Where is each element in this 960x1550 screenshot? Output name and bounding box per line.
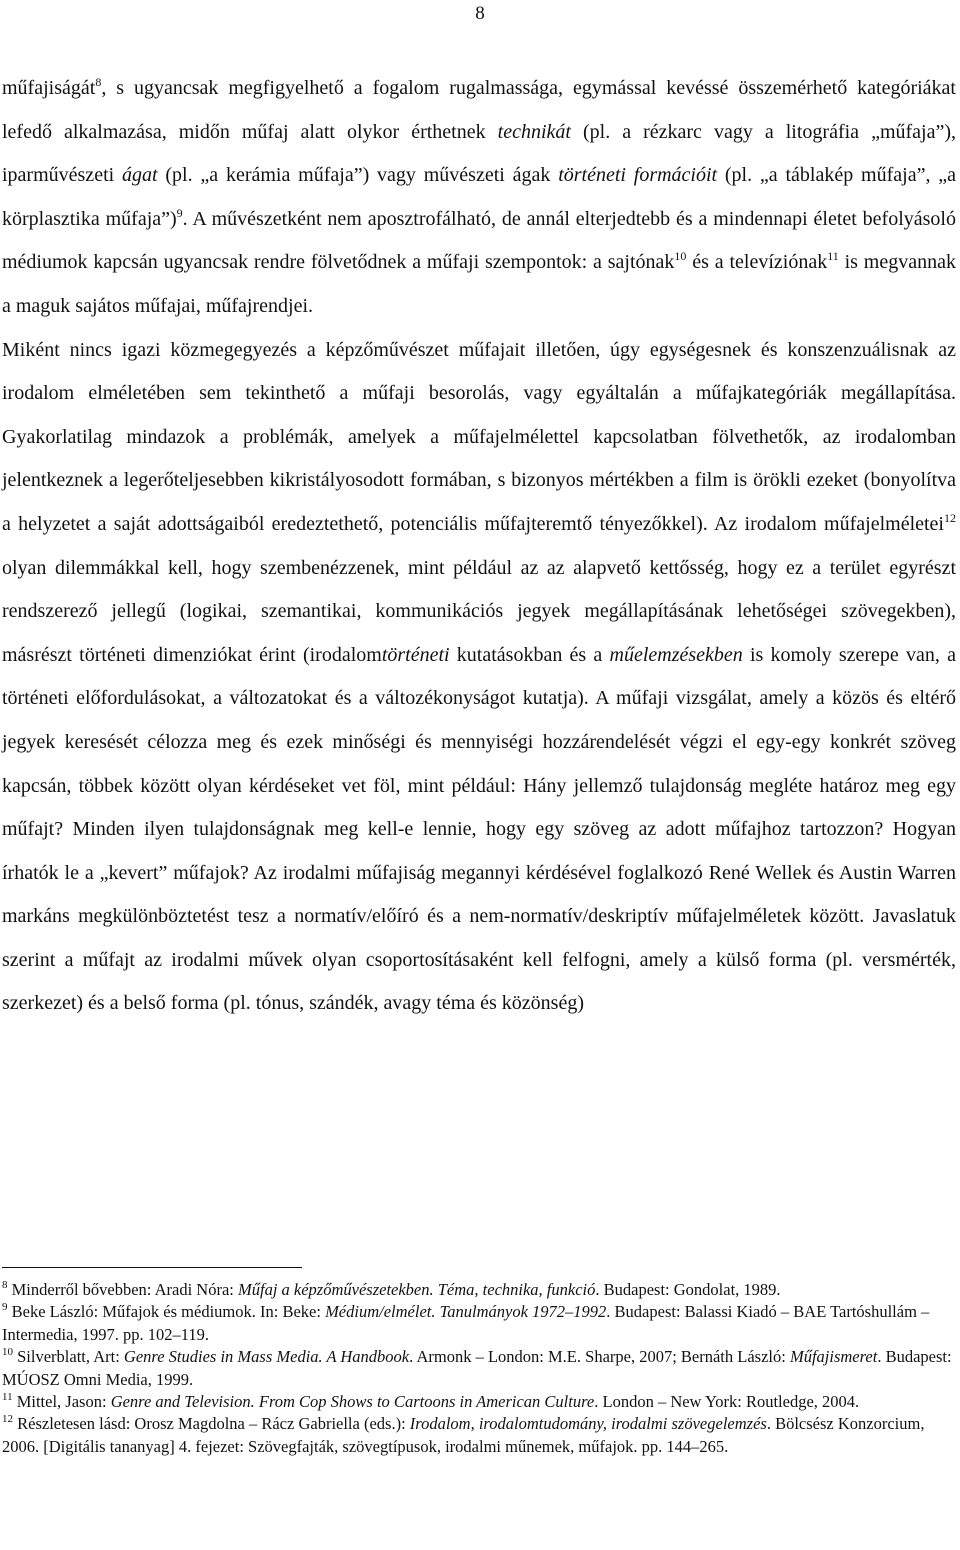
italic-term: történeti: [381, 643, 450, 666]
paragraph-1: [2, 67, 956, 329]
footnote-title: Médium/elmélet. Tanulmányok 1972–1992: [325, 1302, 607, 1322]
footnote-title: Műfajismeret: [789, 1347, 878, 1367]
footnote-11: [2, 1391, 956, 1413]
footnote-text: . Armonk – London: M.E. Sharpe, 2007; Bernáth László:: [409, 1347, 790, 1367]
text-run: kutatásokban és a: [449, 643, 610, 666]
paragraph-2: [2, 329, 956, 1027]
footnote-text: Részletesen lásd: Orosz Magdolna – Rácz Gabriella (eds.):: [13, 1414, 410, 1434]
footnote-number: 11: [2, 1391, 13, 1404]
text-run: , s ugyancsak megfigyelhető a fogalom rugalmassága, egymással kevéssé összemérhető kategóriákat lefedő alkalmazása, midőn műfaj alatt olykor érthetnek: [2, 77, 956, 143]
italic-term: műelemzésekben: [609, 643, 743, 666]
footnote-ref-10[interactable]: 10: [674, 249, 687, 264]
footnote-9: [2, 1301, 956, 1346]
footnote-ref-12[interactable]: 12: [944, 510, 956, 525]
footnote-text: . Budapest: Balassi Kiadó – BAE Tartóshullám – Intermedia, 1997. pp. 102–119.: [2, 1302, 930, 1344]
footnote-ref-9[interactable]: 9: [176, 205, 183, 220]
footnote-ref-11[interactable]: 11: [827, 249, 839, 264]
footnote-text: Beke László: Műfajok és médiumok. In: Beke:: [7, 1302, 326, 1322]
footnotes: [2, 1279, 956, 1458]
page-number: 8: [475, 3, 485, 24]
text-run: Miként nincs igazi közmegegyezés a képzőművészet műfajait illetően, úgy egységesnek és konszenzuálisnak az irodalom elméletében sem tekinthető a műfaji besorolás, vagy egyáltalán a műfajkategóriák megállapítása. Gyakorlatilag mindazok a problémák, amelyek a műfajelmélettel kapcsolatban fölvethetők, az irodalomban jelentkeznek a legerőteljesebben kikristályosodott formában, s bizonyos mértékben a film is örökli ezeket (bonyolítva a helyzetet a saját adottságaiból eredeztethető, potenciális műfajteremtő tényezőkkel). Az irodalom műfajelméletei: [2, 338, 956, 535]
footnote-title: Irodalom, irodalomtudomány, irodalmi szövegelemzés: [409, 1414, 767, 1434]
text-run: műfajiságát: [2, 77, 96, 99]
footnote-text: Mittel, Jason:: [12, 1392, 111, 1412]
footnote-text: . Budapest: MÚOSZ Omni Media, 1999.: [2, 1347, 952, 1389]
body-text: [2, 67, 956, 1026]
footnote-title: Műfaj a képzőművészetekben. Téma, technika, funkció: [237, 1280, 596, 1299]
footnote-8: [2, 1279, 956, 1301]
footnote-title: Genre Studies in Mass Media. A Handbook: [123, 1347, 410, 1367]
italic-term: technikát: [497, 120, 571, 143]
text-run: (pl. a rézkarc vagy a litográfia „műfaja”), iparművészeti: [2, 120, 957, 187]
footnote-ref-8[interactable]: 8: [95, 75, 102, 89]
text-run: . A művészetként nem aposztrofálható, de annál elterjedtebb és a mindennapi életet befolyásoló médiumok kapcsán ugyancsak rendre fölvetődnek a műfaji szempontok: a sajtónak: [2, 207, 956, 274]
italic-term: ágat: [122, 164, 158, 187]
footnote-number: 12: [2, 1413, 13, 1426]
text-run: olyan dilemmákkal kell, hogy szembenézzenek, mint például az az alapvető kettősség, hogy ez a terület egyrészt rendszerező jellegű (logikai, szemantikai, kommunikációs jegyek megállapításának lehetőségei szövegekben), másrészt történeti dimenziókat érint (irodalom: [2, 556, 956, 666]
footnote-number: 10: [2, 1346, 13, 1359]
footnote-12: [2, 1413, 956, 1458]
text-run: (pl. „a táblakép műfaja”, „a körplasztika műfaja”): [2, 164, 957, 230]
text-run: is megvannak a maguk sajátos műfajai, műfajrendjei.: [2, 251, 956, 317]
text-run: és a televíziónak: [686, 251, 828, 274]
footnote-text: Silverblatt, Art:: [13, 1347, 124, 1367]
footnote-text: . Bölcsész Konzorcium, 2006. [Digitális tananyag] 4. fejezet: Szövegfajták, szövegtípusok, irodalmi műnemek, műfajok. pp. 144–265.: [2, 1414, 925, 1456]
footnote-separator: [2, 1267, 302, 1268]
text-run: (pl. „a kerámia műfaja”) vagy művészeti ágak: [157, 164, 559, 187]
footnote-text: . London – New York: Routledge, 2004.: [594, 1392, 860, 1412]
footnote-title: Genre and Television. From Cop Shows to Cartoons in American Culture: [110, 1392, 595, 1412]
footnote-text: . Budapest: Gondolat, 1989.: [595, 1280, 781, 1299]
italic-term: történeti formációit: [558, 164, 718, 187]
footnote-number: 8: [2, 1279, 8, 1291]
footnote-text: Minderről bővebben: Aradi Nóra:: [7, 1280, 238, 1299]
text-run: is komoly szerepe van, a történeti előfordulásokat, a változatokat és a változékonyságot kutatja). A műfaji vizsgálat, amely a közös és eltérő jegyek keresését célozza meg és ezek minőségi és mennyiségi hozzárendelését végzi el egy-egy konkrét szöveg kapcsán, többek között olyan kérdéseket vet föl, mint például: Hány jellemző tulajdonság megléte határoz meg egy műfajt? Minden ilyen tulajdonságnak meg kell-e lennie, hogy egy szöveg az adott műfajhoz tartozzon? Hogyan írhatók le a „kevert” műfajok? Az irodalmi műfajiság megannyi kérdésével foglalkozó René Wellek és Austin Warren markáns megkülönböztetést tesz a normatív/előíró és a nem-normatív/deskriptív műfajelméletek között. Javaslatuk szerint a műfajt az irodalmi művek olyan csoportosításaként kell felfogni, amely a külső forma (pl. versmérték, szerkezet) és a belső forma (pl. tónus, szándék, avagy téma és közönség): [2, 643, 956, 1015]
footnote-10: [2, 1346, 956, 1391]
footnote-number: 9: [2, 1301, 8, 1314]
